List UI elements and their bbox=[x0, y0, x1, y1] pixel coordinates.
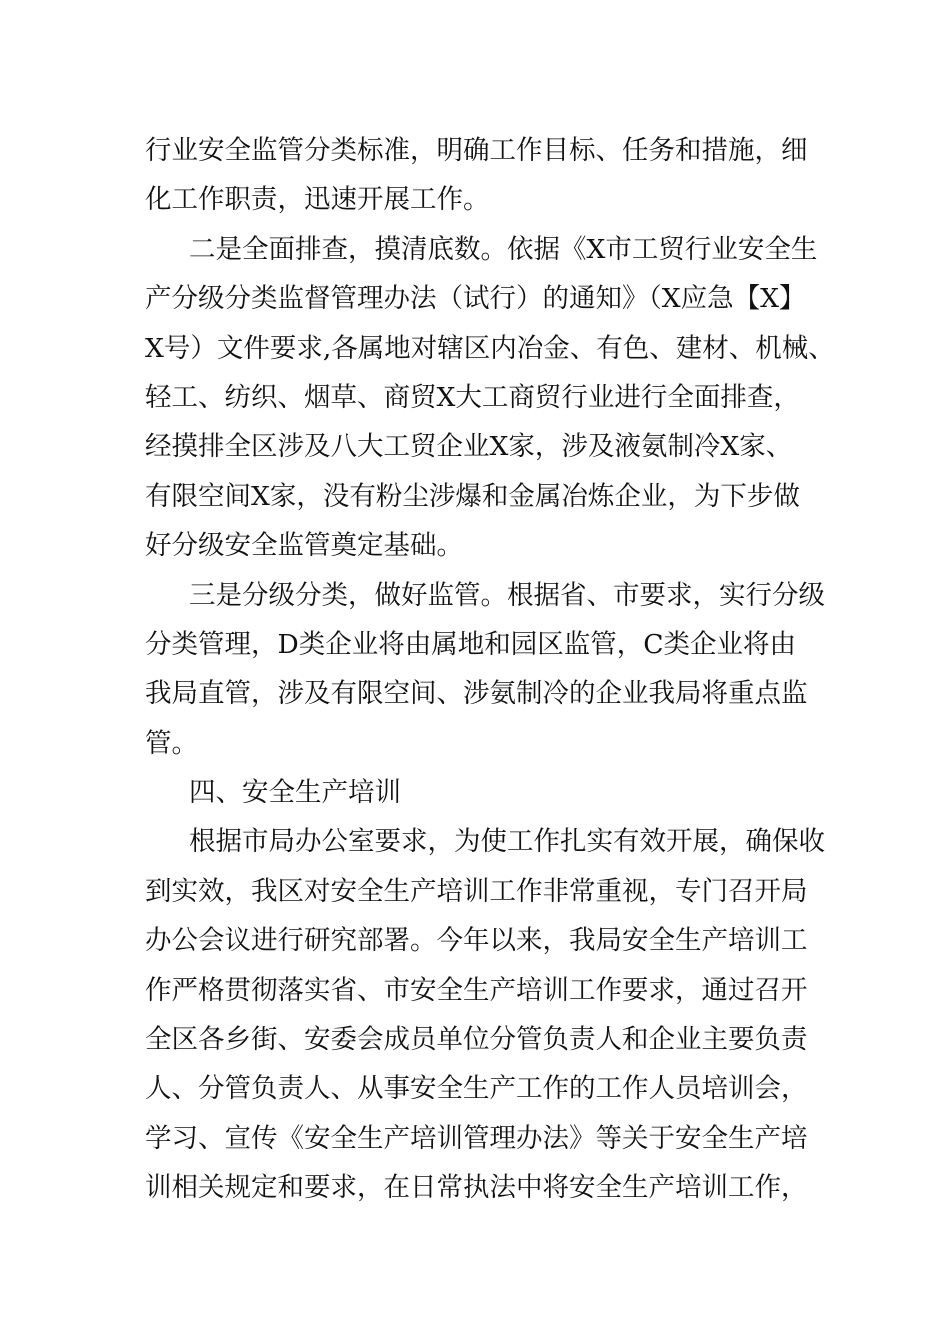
text-line: 产分级分类监督管理办法（试行）的通知》（X应急【X】 bbox=[145, 283, 806, 315]
text-line: X号）文件要求,各属地对辖区内冶金、有色、建材、机械、 bbox=[145, 332, 835, 364]
document-body bbox=[145, 126, 835, 1213]
text-line: 全区各乡街、安委会成员单位分管负责人和企业主要负责 bbox=[145, 1024, 808, 1056]
text-line: 作严格贯彻落实省、市安全生产培训工作要求，通过召开 bbox=[145, 974, 808, 1006]
text-line: 四、安全生产培训 bbox=[189, 777, 401, 809]
text-line: 管。 bbox=[145, 727, 198, 759]
text-line: 轻工、纺织、烟草、商贸X大工商贸行业进行全面排查， bbox=[145, 381, 800, 413]
text-line: 学习、宣传《安全生产培训管理办法》等关于安全生产培 bbox=[145, 1122, 808, 1154]
text-line: 二是全面排查，摸清底数。依据《X市工贸行业安全生 bbox=[189, 233, 818, 265]
text-line: 到实效，我区对安全生产培训工作非常重视，专门召开局 bbox=[145, 875, 808, 907]
text-line: 我局直管，涉及有限空间、涉氨制冷的企业我局将重点监 bbox=[145, 678, 808, 710]
text-line: 三是分级分类，做好监管。根据省、市要求，实行分级 bbox=[189, 579, 825, 611]
text-line: 办公会议进行研究部署。今年以来，我局安全生产培训工 bbox=[145, 925, 808, 957]
text-line: 行业安全监管分类标准，明确工作目标、任务和措施，细 bbox=[145, 135, 808, 166]
text-line: 人、分管负责人、从事安全生产工作的工作人员培训会， bbox=[145, 1073, 808, 1105]
text-line: 好分级安全监管奠定基础。 bbox=[145, 530, 463, 562]
text-line: 化工作职责，迅速开展工作。 bbox=[145, 184, 490, 216]
text-line: 根据市局办公室要求，为使工作扎实有效开展，确保收 bbox=[189, 826, 825, 858]
text-line: 经摸排全区涉及八大工贸企业X家，涉及液氨制冷X家、 bbox=[145, 431, 793, 463]
text-line: 有限空间X家，没有粉尘涉爆和金属冶炼企业，为下步做 bbox=[145, 480, 800, 512]
text-line: 训相关规定和要求，在日常执法中将安全生产培训工作， bbox=[145, 1172, 808, 1204]
text-line: 分类管理，D类企业将由属地和园区监管，C类企业将由 bbox=[145, 628, 797, 660]
